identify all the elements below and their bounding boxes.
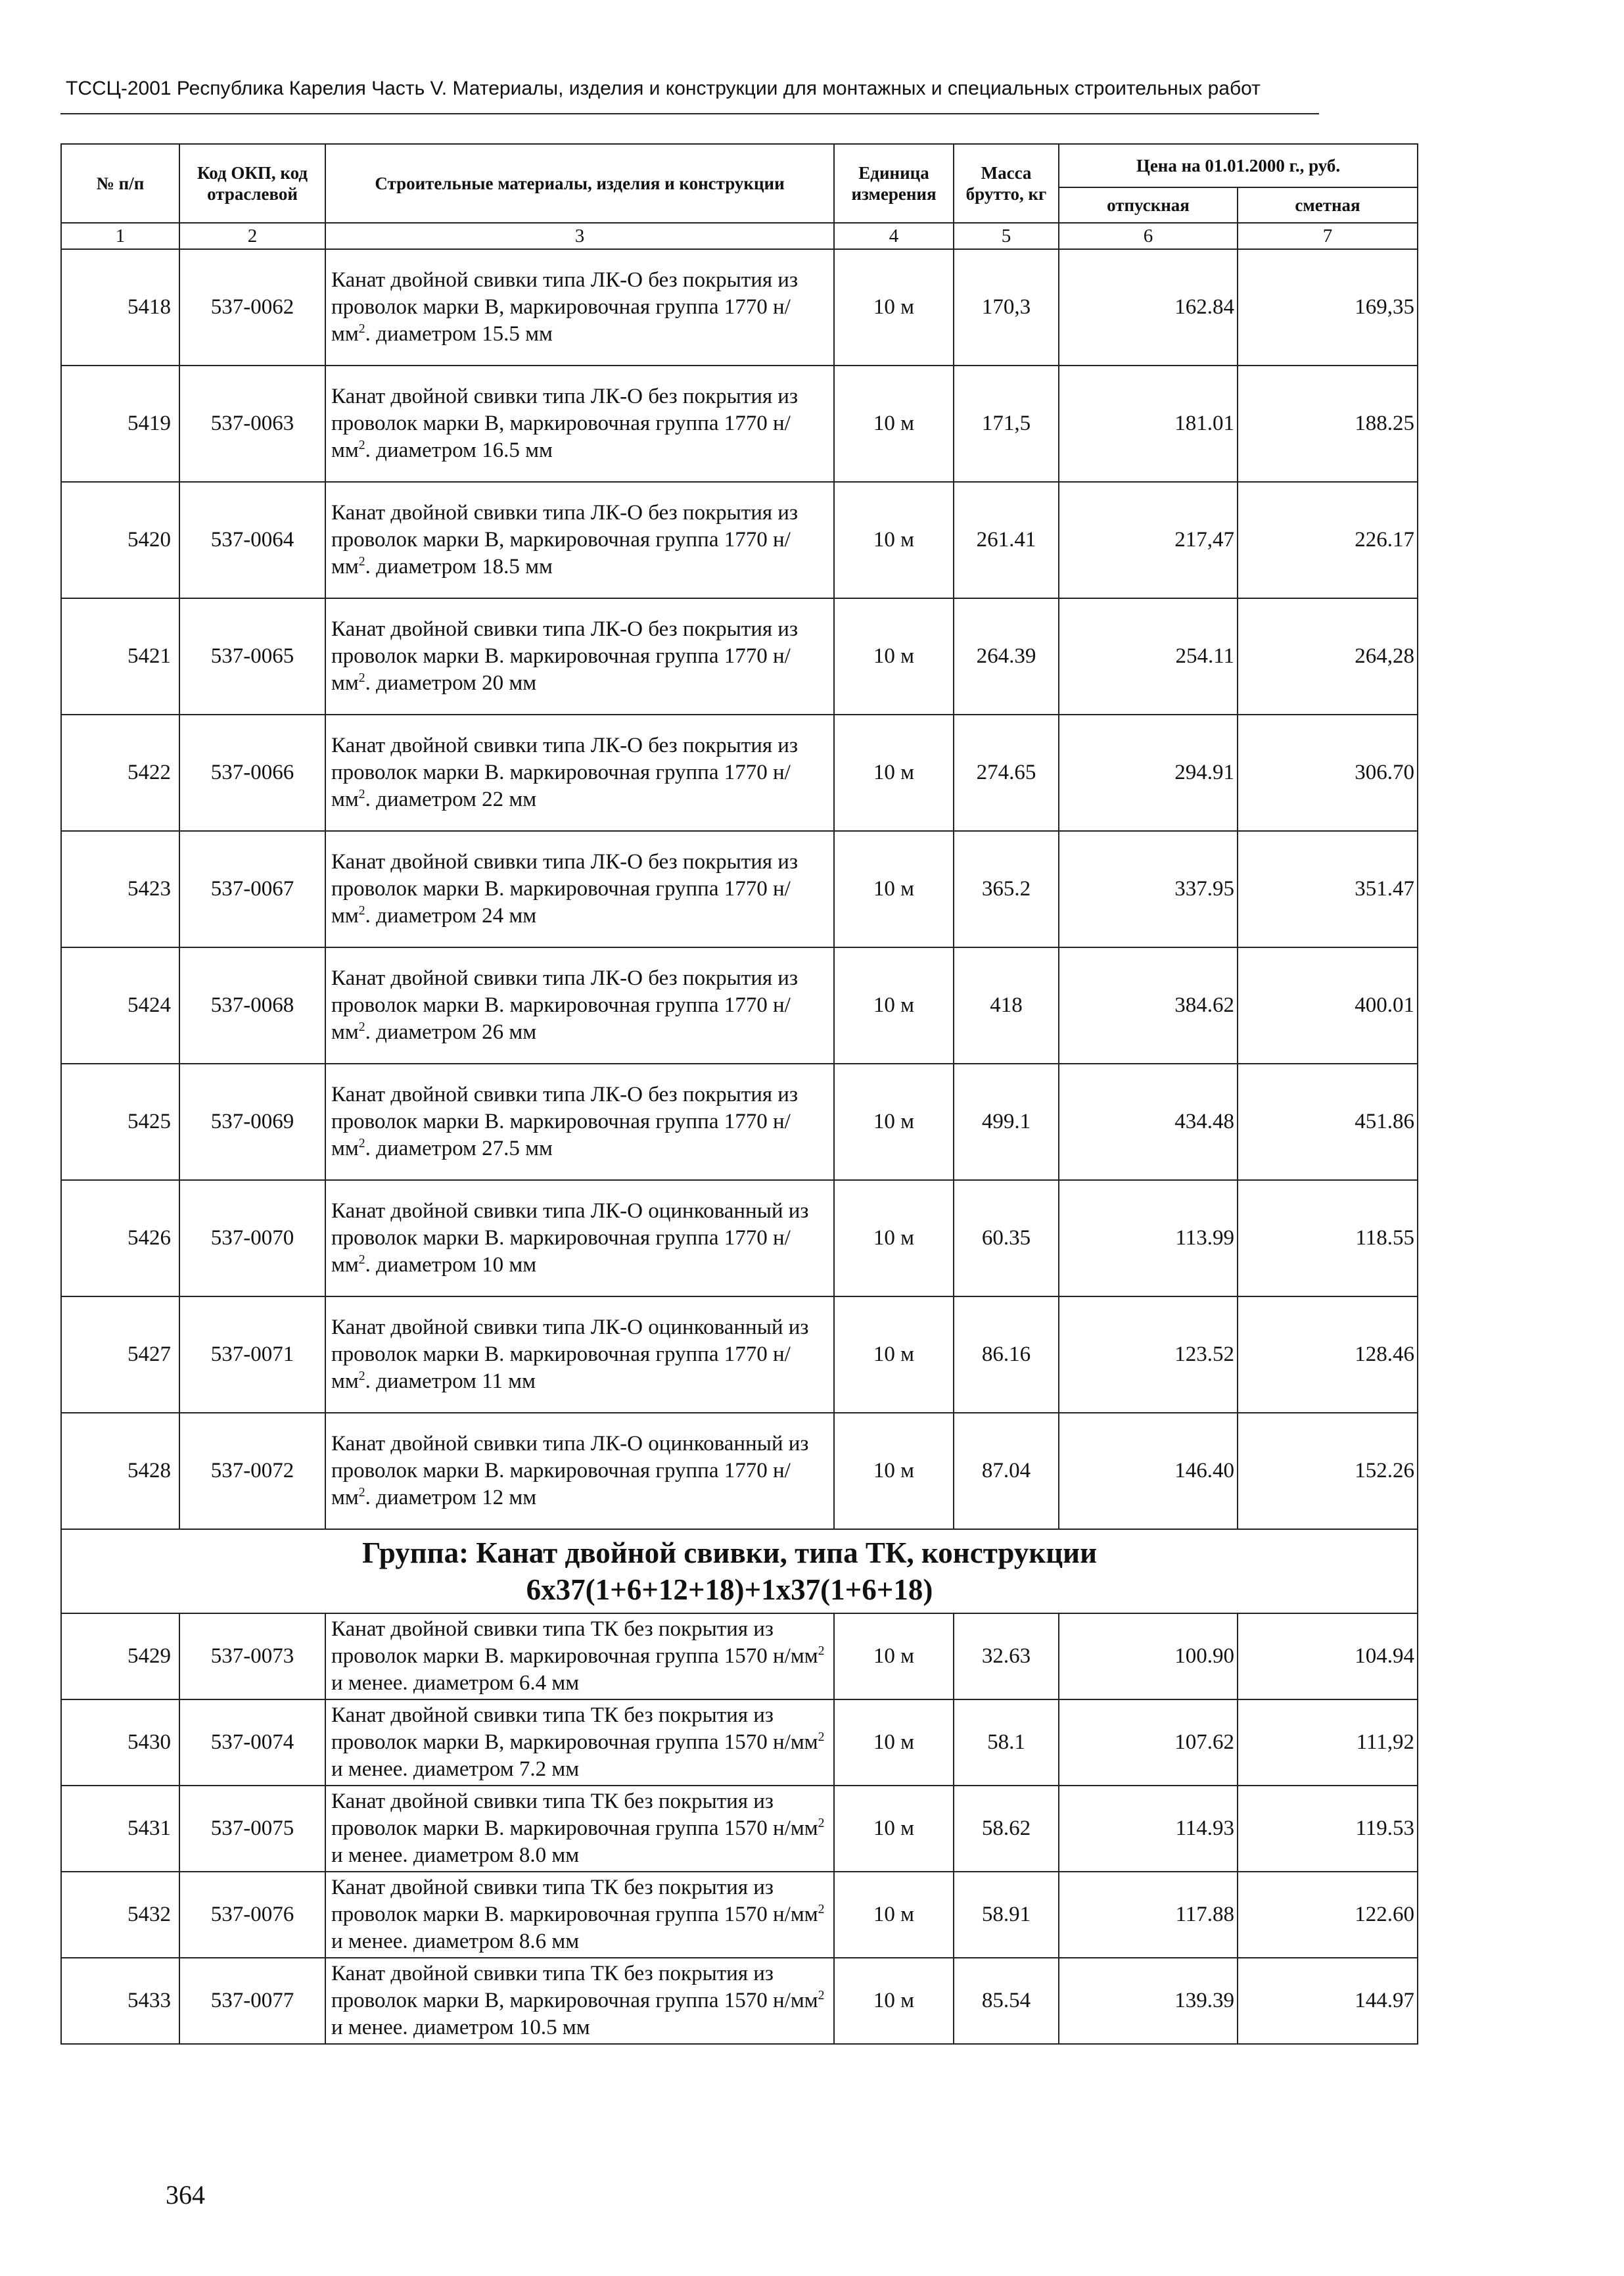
okp-code: 537-0076 (179, 1872, 325, 1958)
unit-exponent: 2 (358, 1020, 365, 1034)
row-number: 5430 (61, 1699, 179, 1786)
material-description (325, 1958, 834, 2044)
description-text: Канат двойной свивки типа ЛК-О без покрытия из проволок марки В, маркировочная группа 1770 н/мм (331, 501, 798, 579)
column-number: 3 (325, 223, 834, 249)
table-row (61, 1180, 1418, 1296)
unit-of-measure: 10 м (834, 1786, 954, 1872)
price-release: 123.52 (1059, 1296, 1238, 1413)
header-code: Код ОКП, код отраслевой (179, 144, 325, 223)
gross-mass: 170,3 (954, 249, 1059, 366)
gross-mass: 171,5 (954, 366, 1059, 482)
row-number: 5422 (61, 715, 179, 831)
price-release: 162.84 (1059, 249, 1238, 366)
unit-of-measure: 10 м (834, 598, 954, 715)
okp-code: 537-0064 (179, 482, 325, 598)
unit-exponent: 2 (358, 554, 365, 569)
okp-code: 537-0071 (179, 1296, 325, 1413)
price-release: 100.90 (1059, 1613, 1238, 1699)
unit-exponent: 2 (358, 787, 365, 801)
okp-code: 537-0077 (179, 1958, 325, 2044)
description-text: Канат двойной свивки типа ТК без покрытия из проволок марки В, маркировочная группа 1570 н/мм (331, 1703, 818, 1754)
gross-mass: 261.41 (954, 482, 1059, 598)
description-text: Канат двойной свивки типа ТК без покрытия из проволок марки В. маркировочная группа 1570 н/мм (331, 1617, 818, 1668)
description-text: Канат двойной свивки типа ЛК-О без покрытия из проволок марки В. маркировочная группа 1770 н/мм (331, 734, 798, 811)
unit-exponent: 2 (818, 1902, 825, 1916)
row-number: 5428 (61, 1413, 179, 1529)
unit-exponent: 2 (818, 1988, 825, 2003)
gross-mass: 32.63 (954, 1613, 1059, 1699)
unit-of-measure: 10 м (834, 1872, 954, 1958)
okp-code: 537-0066 (179, 715, 325, 831)
row-number: 5420 (61, 482, 179, 598)
okp-code: 537-0074 (179, 1699, 325, 1786)
description-diameter: . диаметром 20 мм (365, 671, 537, 695)
group-header-row (61, 1529, 1418, 1613)
header-price-release: отпускная (1059, 187, 1238, 223)
okp-code: 537-0065 (179, 598, 325, 715)
unit-of-measure: 10 м (834, 1613, 954, 1699)
gross-mass: 60.35 (954, 1180, 1059, 1296)
unit-of-measure: 10 м (834, 1180, 954, 1296)
materials-table (60, 143, 1418, 2045)
row-number: 5425 (61, 1064, 179, 1180)
table-row (61, 1786, 1418, 1872)
table-row (61, 1613, 1418, 1699)
table-row (61, 1872, 1418, 1958)
column-number: 7 (1238, 223, 1418, 249)
price-estimate: 188.25 (1238, 366, 1418, 482)
header-price-estimate: сметная (1238, 187, 1418, 223)
price-estimate: 144.97 (1238, 1958, 1418, 2044)
column-number: 1 (61, 223, 179, 249)
description-diameter: . диаметром 27.5 мм (365, 1137, 553, 1160)
okp-code: 537-0062 (179, 249, 325, 366)
table-row (61, 947, 1418, 1064)
table-row (61, 366, 1418, 482)
unit-exponent: 2 (818, 1816, 825, 1830)
description-text: Канат двойной свивки типа ТК без покрытия из проволок марки В. маркировочная группа 1570 н/мм (331, 1790, 818, 1840)
price-estimate: 119.53 (1238, 1786, 1418, 1872)
table-row (61, 1413, 1418, 1529)
gross-mass: 264.39 (954, 598, 1059, 715)
unit-exponent: 2 (358, 321, 365, 336)
material-description (325, 249, 834, 366)
table-row (61, 598, 1418, 715)
column-number: 4 (834, 223, 954, 249)
description-diameter: . диаметром 18.5 мм (365, 555, 553, 579)
description-diameter: и менее. диаметром 8.0 мм (331, 1843, 580, 1867)
row-number: 5431 (61, 1786, 179, 1872)
description-diameter: . диаметром 24 мм (365, 904, 537, 928)
material-description (325, 831, 834, 947)
price-estimate: 104.94 (1238, 1613, 1418, 1699)
unit-exponent: 2 (358, 1485, 365, 1500)
row-number: 5432 (61, 1872, 179, 1958)
table-row (61, 482, 1418, 598)
header-price-group: Цена на 01.01.2000 г., руб. (1059, 144, 1418, 187)
material-description (325, 598, 834, 715)
gross-mass: 418 (954, 947, 1059, 1064)
price-estimate: 351.47 (1238, 831, 1418, 947)
price-release: 114.93 (1059, 1786, 1238, 1872)
gross-mass: 58.62 (954, 1786, 1059, 1872)
price-estimate: 152.26 (1238, 1413, 1418, 1529)
price-estimate: 169,35 (1238, 249, 1418, 366)
description-diameter: . диаметром 15.5 мм (365, 322, 553, 346)
unit-exponent: 2 (358, 671, 365, 685)
description-diameter: . диаметром 10 мм (365, 1253, 537, 1277)
description-diameter: . диаметром 12 мм (365, 1486, 537, 1509)
price-estimate: 451.86 (1238, 1064, 1418, 1180)
okp-code: 537-0075 (179, 1786, 325, 1872)
material-description (325, 482, 834, 598)
material-description (325, 1699, 834, 1786)
unit-exponent: 2 (358, 1369, 365, 1383)
row-number: 5426 (61, 1180, 179, 1296)
material-description (325, 947, 834, 1064)
price-release: 146.40 (1059, 1413, 1238, 1529)
description-diameter: и менее. диаметром 7.2 мм (331, 1757, 580, 1781)
column-number: 2 (179, 223, 325, 249)
price-release: 117.88 (1059, 1872, 1238, 1958)
page-header: ТССЦ-2001 Республика Карелия Часть V. Материалы, изделия и конструкции для монтажных и специальных строительных работ (66, 78, 1261, 99)
okp-code: 537-0073 (179, 1613, 325, 1699)
material-description (325, 1613, 834, 1699)
group-title: Группа: Канат двойной свивки, типа ТК, конструкции 6х37(1+6+12+18)+1х37(1+6+18) (61, 1529, 1418, 1613)
gross-mass: 86.16 (954, 1296, 1059, 1413)
unit-of-measure: 10 м (834, 1958, 954, 2044)
unit-of-measure: 10 м (834, 1296, 954, 1413)
unit-of-measure: 10 м (834, 249, 954, 366)
row-number: 5424 (61, 947, 179, 1064)
description-text: Канат двойной свивки типа ЛК-О оцинкованный из проволок марки В. маркировочная группа 1770 н/мм (331, 1199, 809, 1277)
unit-of-measure: 10 м (834, 366, 954, 482)
description-diameter: . диаметром 11 мм (365, 1369, 536, 1393)
okp-code: 537-0072 (179, 1413, 325, 1529)
okp-code: 537-0063 (179, 366, 325, 482)
gross-mass: 274.65 (954, 715, 1059, 831)
description-text: Канат двойной свивки типа ЛК-О без покрытия из проволок марки В. маркировочная группа 1770 н/мм (331, 850, 798, 928)
table-row (61, 715, 1418, 831)
gross-mass: 499.1 (954, 1064, 1059, 1180)
material-description (325, 1872, 834, 1958)
description-text: Канат двойной свивки типа ЛК-О без покрытия из проволок марки В, маркировочная группа 1770 н/мм (331, 385, 798, 462)
table-row (61, 1958, 1418, 2044)
gross-mass: 58.1 (954, 1699, 1059, 1786)
okp-code: 537-0068 (179, 947, 325, 1064)
okp-code: 537-0067 (179, 831, 325, 947)
description-text: Канат двойной свивки типа ЛК-О оцинкованный из проволок марки В. маркировочная группа 1770 н/мм (331, 1432, 809, 1509)
table-row (61, 1699, 1418, 1786)
material-description (325, 1180, 834, 1296)
description-diameter: и менее. диаметром 8.6 мм (331, 1930, 580, 1953)
price-estimate: 128.46 (1238, 1296, 1418, 1413)
price-estimate: 111,92 (1238, 1699, 1418, 1786)
price-release: 384.62 (1059, 947, 1238, 1064)
header-material: Строительные материалы, изделия и конструкции (325, 144, 834, 223)
material-description (325, 366, 834, 482)
unit-of-measure: 10 м (834, 1699, 954, 1786)
unit-exponent: 2 (358, 438, 365, 452)
column-number-row (61, 223, 1418, 249)
unit-of-measure: 10 м (834, 715, 954, 831)
description-text: Канат двойной свивки типа ЛК-О без покрытия из проволок марки В. маркировочная группа 1770 н/мм (331, 1083, 798, 1160)
column-number: 5 (954, 223, 1059, 249)
header-num: № п/п (61, 144, 179, 223)
material-description (325, 1786, 834, 1872)
okp-code: 537-0069 (179, 1064, 325, 1180)
description-text: Канат двойной свивки типа ЛК-О без покрытия из проволок марки В. маркировочная группа 1770 н/мм (331, 617, 798, 695)
table-row (61, 1296, 1418, 1413)
table-row (61, 831, 1418, 947)
row-number: 5419 (61, 366, 179, 482)
material-description (325, 1413, 834, 1529)
price-estimate: 264,28 (1238, 598, 1418, 715)
row-number: 5427 (61, 1296, 179, 1413)
row-number: 5421 (61, 598, 179, 715)
page-number: 364 (166, 2180, 205, 2210)
row-number: 5423 (61, 831, 179, 947)
gross-mass: 58.91 (954, 1872, 1059, 1958)
price-estimate: 400.01 (1238, 947, 1418, 1064)
unit-of-measure: 10 м (834, 1413, 954, 1529)
description-diameter: и менее. диаметром 6.4 мм (331, 1671, 580, 1695)
price-release: 337.95 (1059, 831, 1238, 947)
unit-exponent: 2 (358, 1136, 365, 1150)
price-release: 434.48 (1059, 1064, 1238, 1180)
unit-exponent: 2 (818, 1730, 825, 1744)
description-text: Канат двойной свивки типа ТК без покрытия из проволок марки В. маркировочная группа 1570 н/мм (331, 1876, 818, 1926)
price-release: 294.91 (1059, 715, 1238, 831)
price-release: 113.99 (1059, 1180, 1238, 1296)
description-diameter: и менее. диаметром 10.5 мм (331, 2016, 590, 2039)
description-diameter: . диаметром 22 мм (365, 788, 537, 811)
price-release: 181.01 (1059, 366, 1238, 482)
price-release: 217,47 (1059, 482, 1238, 598)
description-text: Канат двойной свивки типа ЛК-О без покрытия из проволок марки В, маркировочная группа 1770 н/мм (331, 268, 798, 346)
unit-exponent: 2 (818, 1644, 825, 1658)
price-release: 139.39 (1059, 1958, 1238, 2044)
description-diameter: . диаметром 16.5 мм (365, 439, 553, 462)
gross-mass: 85.54 (954, 1958, 1059, 2044)
material-description (325, 715, 834, 831)
row-number: 5429 (61, 1613, 179, 1699)
unit-exponent: 2 (358, 1252, 365, 1267)
price-estimate: 306.70 (1238, 715, 1418, 831)
price-release: 254.11 (1059, 598, 1238, 715)
header-divider (60, 113, 1319, 114)
unit-exponent: 2 (358, 903, 365, 918)
header-unit: Единица измерения (834, 144, 954, 223)
price-estimate: 118.55 (1238, 1180, 1418, 1296)
gross-mass: 87.04 (954, 1413, 1059, 1529)
material-description (325, 1064, 834, 1180)
description-text: Канат двойной свивки типа ЛК-О оцинкованный из проволок марки В. маркировочная группа 1770 н/мм (331, 1316, 809, 1393)
unit-of-measure: 10 м (834, 831, 954, 947)
price-estimate: 226.17 (1238, 482, 1418, 598)
material-description (325, 1296, 834, 1413)
row-number: 5433 (61, 1958, 179, 2044)
price-release: 107.62 (1059, 1699, 1238, 1786)
row-number: 5418 (61, 249, 179, 366)
description-text: Канат двойной свивки типа ЛК-О без покрытия из проволок марки В. маркировочная группа 1770 н/мм (331, 966, 798, 1044)
description-text: Канат двойной свивки типа ТК без покрытия из проволок марки В, маркировочная группа 1570 н/мм (331, 1962, 818, 2012)
okp-code: 537-0070 (179, 1180, 325, 1296)
column-number: 6 (1059, 223, 1238, 249)
price-estimate: 122.60 (1238, 1872, 1418, 1958)
table-row (61, 1064, 1418, 1180)
unit-of-measure: 10 м (834, 947, 954, 1064)
table-row (61, 249, 1418, 366)
header-mass: Масса брутто, кг (954, 144, 1059, 223)
unit-of-measure: 10 м (834, 1064, 954, 1180)
gross-mass: 365.2 (954, 831, 1059, 947)
description-diameter: . диаметром 26 мм (365, 1020, 537, 1044)
unit-of-measure: 10 м (834, 482, 954, 598)
